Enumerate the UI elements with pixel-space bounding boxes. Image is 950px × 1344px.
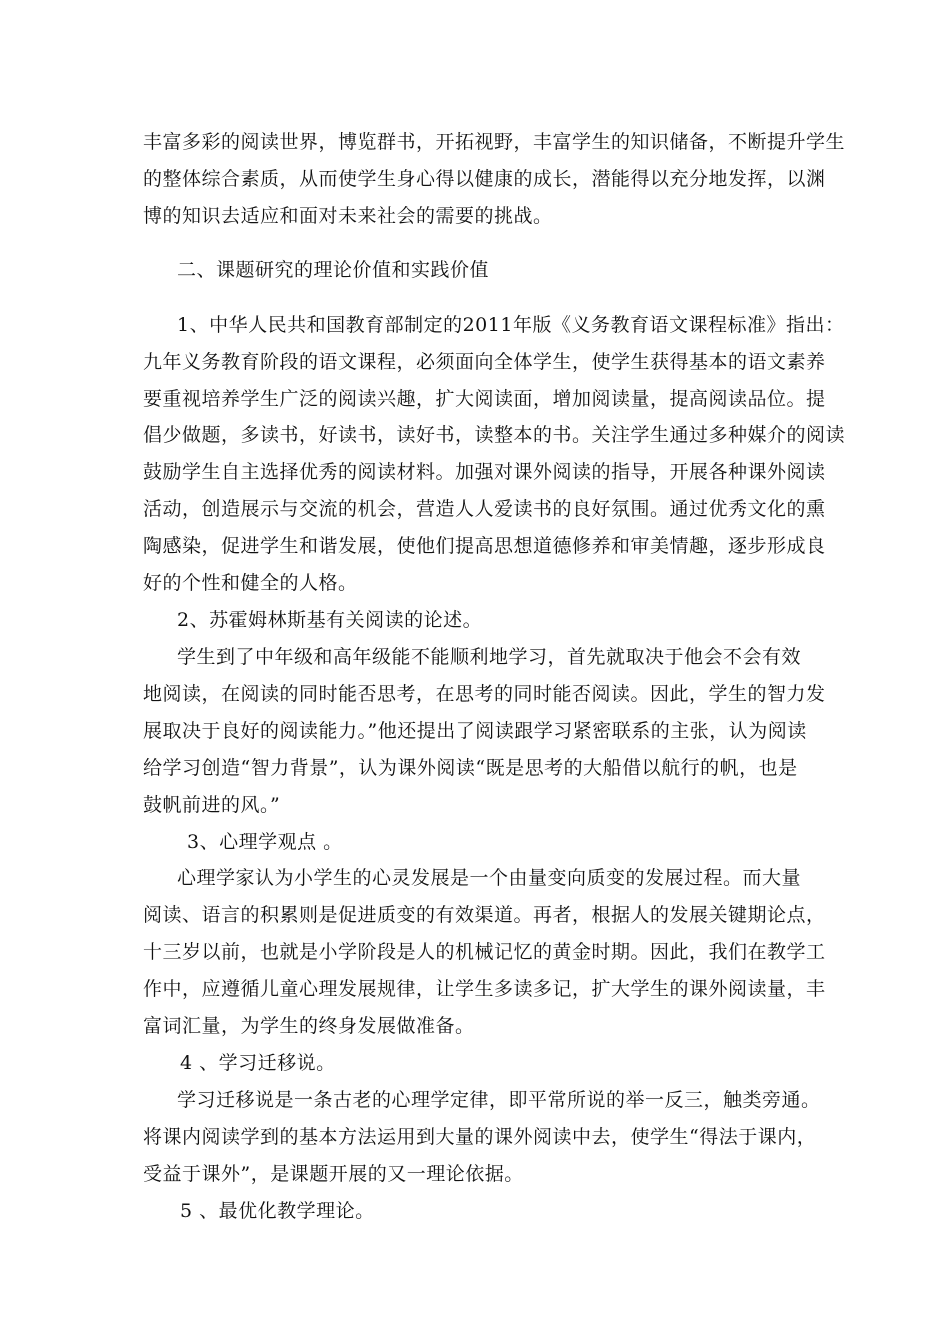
paragraph-line: 学生到了中年级和高年级能不能顺利地学习，首先就取决于他会不会有效 (177, 646, 802, 668)
paragraph-line: 1、中华人民共和国教育部制定的2011年版《义务教育语文课程标准》指出： (177, 314, 845, 336)
paragraph-line: 好的个性和健全的人格。 (143, 572, 358, 594)
paragraph-line: 丰富多彩的阅读世界，博览群书，开拓视野，丰富学生的知识储备，不断提升学生 (143, 131, 846, 153)
paragraph-line: 展取决于良好的阅读能力。”他还提出了阅读跟学习紧密联系的主张，认为阅读 (143, 720, 807, 742)
subsection-heading: 5 、最优化教学理论。 (180, 1200, 375, 1222)
subsection-heading: 2、苏霍姆林斯基有关阅读的论述。 (177, 609, 483, 631)
paragraph-line: 的整体综合素质，从而使学生身心得以健康的成长，潜能得以充分地发挥，以渊 (143, 168, 826, 190)
subsection-heading: 3、心理学观点 。 (187, 831, 343, 853)
paragraph-line: 富词汇量，为学生的终身发展做准备。 (143, 1015, 475, 1037)
paragraph-line: 要重视培养学生广泛的阅读兴趣，扩大阅读面，增加阅读量，提高阅读品位。提 (143, 388, 826, 410)
paragraph-line: 陶感染，促进学生和谐发展，使他们提高思想道德修养和审美情趣，逐步形成良 (143, 535, 826, 557)
paragraph-line: 九年义务教育阶段的语文课程，必须面向全体学生，使学生获得基本的语文素养 (143, 351, 826, 373)
paragraph-line: 鼓励学生自主选择优秀的阅读材料。加强对课外阅读的指导，开展各种课外阅读 (143, 461, 826, 483)
section-heading: 二、课题研究的理论价值和实践价值 (177, 259, 490, 281)
paragraph-line: 学习迁移说是一条古老的心理学定律，即平常所说的举一反三，触类旁通。 (177, 1089, 821, 1111)
paragraph-line: 博的知识去适应和面对未来社会的需要的挑战。 (143, 205, 553, 227)
paragraph-line: 心理学家认为小学生的心灵发展是一个由量变向质变的发展过程。而大量 (177, 867, 802, 889)
paragraph-line: 作中，应遵循儿童心理发展规律，让学生多读多记，扩大学生的课外阅读量，丰 (143, 978, 826, 1000)
paragraph-line: 十三岁以前，也就是小学阶段是人的机械记忆的黄金时期。因此，我们在教学工 (143, 941, 826, 963)
paragraph-line: 将课内阅读学到的基本方法运用到大量的课外阅读中去，使学生“得法于课内， (143, 1126, 817, 1148)
paragraph-line: 鼓帆前进的风。” (143, 794, 281, 816)
paragraph-line: 给学习创造“智力背景”，认为课外阅读“既是思考的大船借以航行的帆，也是 (143, 757, 798, 779)
paragraph-line: 阅读、语言的积累则是促进质变的有效渠道。再者，根据人的发展关键期论点， (143, 904, 826, 926)
paragraph-line: 受益于课外”，是课题开展的又一理论依据。 (143, 1163, 524, 1185)
paragraph-line: 地阅读，在阅读的同时能否思考，在思考的同时能否阅读。因此，学生的智力发 (143, 683, 826, 705)
paragraph-line: 倡少做题，多读书，好读书，读好书，读整本的书。关注学生通过多种媒介的阅读 (143, 424, 846, 446)
subsection-heading: 4 、学习迁移说。 (180, 1052, 336, 1074)
paragraph-line: 活动，创造展示与交流的机会，营造人人爱读书的良好氛围。通过优秀文化的熏 (143, 498, 826, 520)
